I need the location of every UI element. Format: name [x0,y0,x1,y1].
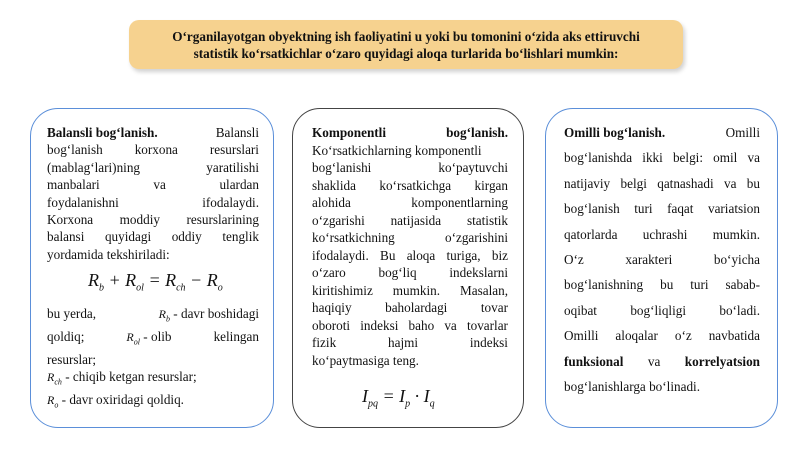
word: belgi: [672,150,703,166]
header-line-1: O‘rganilayotgan obyektning ish faoliyatini u yoki bu tomonini o‘zida aks ettiruvchi [172,28,640,44]
word: hajmi [388,335,419,350]
word: Korxona [47,212,94,228]
word: belgi [620,175,647,191]
word: komponentlarning [411,195,508,210]
word: mumkin. [392,282,441,298]
text-line [312,334,508,352]
text-lines [312,159,508,352]
word: Masalan, [460,282,508,298]
word: natijaviy [564,175,611,191]
text-line [312,299,508,317]
word: biz [491,247,508,263]
word: mumkin. [712,226,760,242]
text-line [312,317,508,335]
text-line: qoldiq; $R_{ol}$ - olib kelingan [47,328,259,347]
text-line [47,141,259,158]
word: xarakteri [625,252,673,268]
text-line: resurslar; [47,351,97,367]
header-line-2: statistik ko‘rsatkichlar o‘zaro quyidagi aloqa turlarida bo‘lishlari mumkin: [193,45,619,61]
word: tovarlar [466,317,508,333]
word: bo‘ladi. [719,302,760,318]
word: ifodalaydi. [202,194,259,210]
text-line [47,159,259,176]
word: ulardan [219,177,259,193]
word: va [153,177,166,193]
word: baho [408,317,435,333]
word: variatsion [707,201,760,217]
word: bog‘lanishi [312,160,372,175]
text-line: $R_{ch}$ - chiqib ketgan resurslar; [47,369,197,387]
factor-link-text [564,120,760,399]
word: quyidagi [104,229,152,245]
text-line [564,298,760,323]
word: ko‘rsatkichning [312,230,395,245]
word: oboroti [312,317,351,333]
word: yaratilishi [206,159,259,175]
word: indeksi [360,317,399,333]
word: manbalari [47,177,100,193]
word: foydalanishni [47,194,119,210]
word: aloqalar [615,328,658,344]
text-line [312,247,508,265]
text-line [564,171,760,196]
balance-link-title: Balansli bog‘lanish. [47,125,158,140]
text-line [312,194,508,212]
word: haqiqiy [312,300,352,315]
text-line [564,196,760,221]
text-line: Omilli bog‘lanish. Omilli [564,120,760,145]
word: resurslarining [186,212,259,228]
text-line: bu yerda, $R_b$ - davr boshidagi [47,306,259,324]
word: o‘zgarishini [445,230,508,245]
word: bog‘lanishda [564,150,633,166]
component-link-text [312,124,508,369]
text-line: yordamida tekshiriladi: [47,246,170,262]
text-line: Balansli bog‘lanish. Balansli [47,125,259,140]
word: indekslarni [449,265,508,280]
word: o‘zgarishi [312,212,365,228]
text-line [564,145,760,170]
word: omil [713,150,738,166]
word: aloqa [406,247,436,263]
word: navbatida [708,328,760,344]
balance-legend [47,305,259,414]
word: ko‘paytuvchi [438,160,508,175]
word: balansi [47,229,85,245]
word: turi [634,201,653,217]
component-link-title: Komponentli [312,125,387,140]
text-line [312,212,508,230]
text-line: $R_o$ - davr oxiridagi qoldiq. [47,391,184,410]
word: bog‘lanish [564,201,620,217]
word: o‘zaro [312,265,346,280]
text-line [312,264,508,282]
word: O‘z [564,252,584,268]
factor-link-title: Omilli bog‘lanish. [564,125,666,140]
word: statistik [466,212,508,228]
text-line: bog‘lanishlarga bo‘linadi. [564,379,700,395]
text-line [564,272,760,297]
balance-formula: $R_b + R_{ol} = R_{ch} - R_o$ [88,270,223,294]
text-line: funksional va korrelyatsion [564,353,760,369]
word: indeksi [469,335,508,350]
text-line [564,222,760,247]
word: bog‘liqligi [630,302,686,318]
word: va [723,175,737,191]
index-formula: $I_{pq} = I_p \cdot I_q$ [362,386,435,410]
text-line [47,194,259,211]
word: (mablag‘lari)ning [47,159,141,175]
word: bo‘yicha [713,252,760,268]
word: moddiy [119,212,160,228]
text-line [564,323,760,348]
word: korxona [134,142,178,158]
word: uchrashi [642,226,688,242]
word: ifodalaydi. [312,247,369,263]
word: oqibat [564,302,597,318]
text-line [47,228,259,245]
text-line: ko‘paytmasiga teng. [312,352,419,368]
word: ko‘rsatkichga [379,177,452,193]
text-line [312,229,508,247]
text-line [564,247,760,272]
word: bog‘lanishning [564,277,644,293]
text-line [312,159,508,177]
word: turi [690,277,709,293]
word: va [747,150,760,166]
word: qatnashadi [657,175,714,191]
word: Omilli [564,328,599,344]
word: bog‘lanish [47,142,103,158]
word: faqat [667,201,694,217]
word: turiga, [446,247,481,263]
header-banner [129,20,683,69]
word: baholardagi [385,300,448,315]
word: sabab- [725,277,760,293]
word: Bu [380,247,396,263]
word: resurslari [209,142,259,158]
word: bu [660,277,674,293]
word: kirgan [474,177,508,193]
text-line [47,176,259,193]
text-lines [564,145,760,348]
text-lines [47,141,259,245]
word: shaklida [312,177,356,193]
word: qatorlarda [564,226,618,242]
word: bu [746,175,760,191]
text-line [312,177,508,195]
text-line [47,211,259,228]
word: tovar [480,300,508,315]
word: bog‘liq [378,265,417,280]
word: ikki [642,150,663,166]
word: oddiy [171,229,202,245]
word: kiritishimiz [312,282,373,298]
word: natijasida [390,212,442,228]
text-line: Ko‘rsatkichlarning komponentli [312,142,482,158]
word: fizik [312,335,337,350]
word: tenglik [222,229,259,245]
word: va [444,317,457,333]
word: alohida [312,195,351,210]
word: o‘z [674,328,692,344]
text-line: Komponentli bog‘lanish. [312,125,508,140]
balance-link-text [47,124,259,263]
text-line [312,282,508,300]
